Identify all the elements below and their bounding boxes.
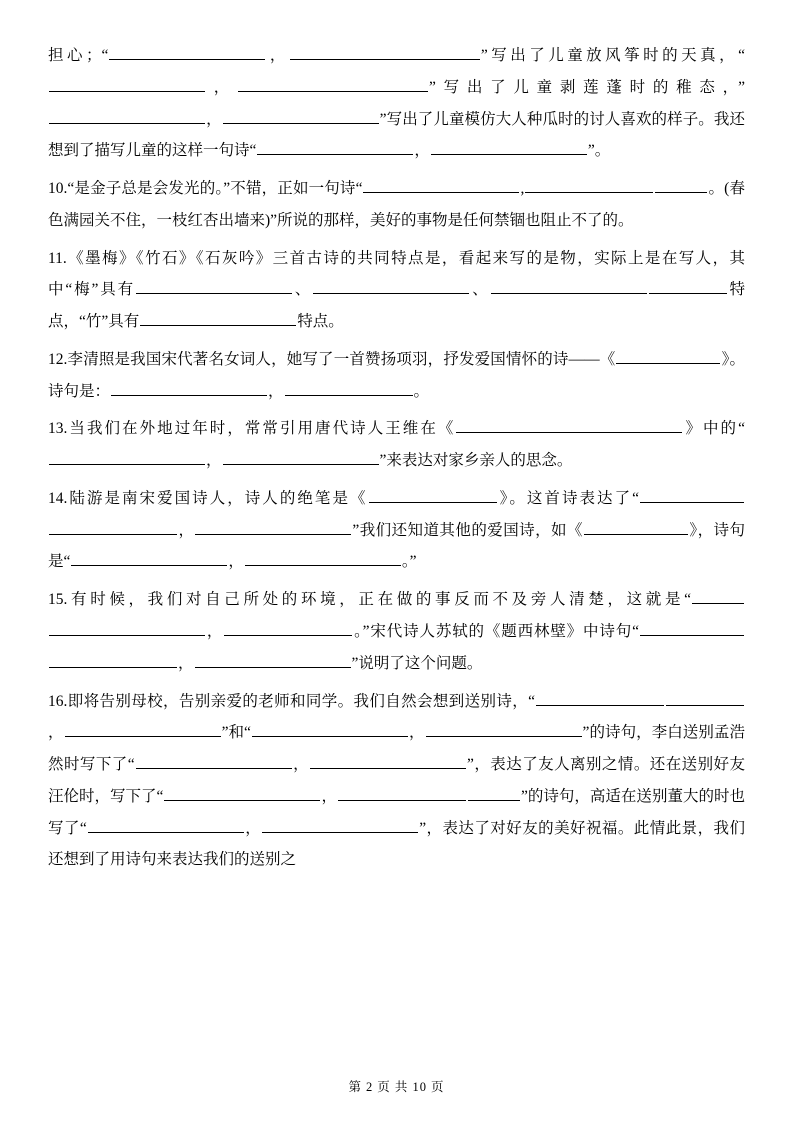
fill-in-blank[interactable] xyxy=(49,75,205,92)
text-run: ， xyxy=(178,521,195,539)
para-14 xyxy=(48,483,745,578)
fill-in-blank[interactable] xyxy=(257,138,413,155)
text-run: ”写出了儿童放风筝时的天真，“ xyxy=(480,47,745,64)
text-run: 、 xyxy=(470,281,490,299)
text-run: ”的诗句，高适在送别董大的时也写了“ xyxy=(48,787,745,837)
text-run: 14.陆游是南宋爱国诗人，诗人的绝笔是《 xyxy=(48,489,368,507)
fill-in-blank[interactable] xyxy=(111,378,267,395)
text-run: 。 xyxy=(413,382,430,400)
text-run: ”。 xyxy=(587,142,611,160)
fill-in-blank[interactable] xyxy=(49,619,205,636)
text-run: ”说明了这个问题。 xyxy=(351,654,483,672)
fill-in-blank[interactable] xyxy=(649,277,727,294)
text-run: ， xyxy=(408,724,425,742)
fill-in-blank[interactable] xyxy=(49,106,205,123)
text-run: ， xyxy=(321,787,337,805)
text-run: ， xyxy=(206,78,237,96)
text-run: 16.即将告别母校，告别亲爱的老师和同学。我们自然会想到送别诗，“ xyxy=(48,692,535,710)
fill-in-blank[interactable] xyxy=(195,517,351,534)
fill-in-blank[interactable] xyxy=(692,587,744,604)
text-run: ”，表达了对好友的美好祝福。此情此景，我们还想到了用诗句来表达我们的送别之 xyxy=(48,819,745,869)
fill-in-blank[interactable] xyxy=(140,309,296,326)
fill-in-blank[interactable] xyxy=(536,688,664,705)
fill-in-blank[interactable] xyxy=(426,720,582,737)
text-run: ， xyxy=(228,553,244,571)
fill-in-blank[interactable] xyxy=(290,43,480,60)
fill-in-blank[interactable] xyxy=(136,277,292,294)
text-run: 、 xyxy=(293,281,313,299)
fill-in-blank[interactable] xyxy=(584,517,688,534)
text-run: 》。这首诗表达了“ xyxy=(497,489,639,507)
fill-in-blank[interactable] xyxy=(525,176,653,193)
footer-current-page: 2 xyxy=(366,1080,374,1094)
fill-in-blank[interactable] xyxy=(252,720,408,737)
fill-in-blank[interactable] xyxy=(640,486,744,503)
fill-in-blank[interactable] xyxy=(491,277,647,294)
text-run: ”来表达对家乡亲人的思念。 xyxy=(379,452,573,470)
fill-in-blank[interactable] xyxy=(223,106,379,123)
para-10 xyxy=(48,173,745,237)
text-run: 特点，“竹”具有 xyxy=(48,281,745,331)
fill-in-blank[interactable] xyxy=(468,784,520,801)
footer-prefix: 第 xyxy=(348,1080,363,1094)
text-run: ”，表达了友人离别之情。还在送别好友汪伦时，写下了“ xyxy=(48,756,745,805)
text-run: ”写出了儿童模仿大人种瓜时的讨人喜欢的样子。我还想到了描写儿童的这样一句诗“ xyxy=(48,110,745,160)
fill-in-blank[interactable] xyxy=(285,378,413,395)
text-run: 15.有时候，我们对自己所处的环境，正在做的事反而不及旁人清楚，这就是“ xyxy=(48,591,691,609)
text-run: 10.“是金子总是会发光的。”不错，正如一句诗“ xyxy=(48,180,363,198)
text-run: 特点。 xyxy=(297,313,344,331)
fill-in-blank[interactable] xyxy=(224,619,352,636)
fill-in-blank[interactable] xyxy=(164,784,320,801)
fill-in-blank[interactable] xyxy=(363,176,519,193)
text-run: ”的诗句，李白送别孟浩然时写下了“ xyxy=(48,724,745,774)
text-run: ”写出了儿童剥莲蓬时的稚态，” xyxy=(429,78,745,96)
fill-in-blank[interactable] xyxy=(640,619,744,636)
fill-in-blank[interactable] xyxy=(195,651,351,668)
fill-in-blank[interactable] xyxy=(88,815,244,832)
para-kite xyxy=(48,40,745,167)
fill-in-blank[interactable] xyxy=(223,448,379,465)
fill-in-blank[interactable] xyxy=(49,517,177,534)
fill-in-blank[interactable] xyxy=(262,815,418,832)
text-run: , xyxy=(520,180,525,198)
text-run: 担心；“ xyxy=(48,47,109,64)
text-run: 。”宋代诗人苏轼的《题西林壁》中诗句“ xyxy=(353,623,639,641)
para-11 xyxy=(48,243,745,338)
text-run: ， xyxy=(266,47,289,64)
text-run: ， xyxy=(48,724,64,742)
para-12 xyxy=(48,344,745,408)
fill-in-blank[interactable] xyxy=(49,651,177,668)
text-run: 。(春色满园关不住，一枝红杏出墙来)”所说的那样，美好的事物是任何禁锢也阻止不了的。 xyxy=(48,180,746,229)
fill-in-blank[interactable] xyxy=(655,176,707,193)
text-run: 。” xyxy=(401,553,417,571)
fill-in-blank[interactable] xyxy=(666,688,744,705)
fill-in-blank[interactable] xyxy=(310,752,466,769)
text-run: ， xyxy=(244,819,262,837)
fill-in-blank[interactable] xyxy=(616,347,720,364)
para-15 xyxy=(48,584,745,679)
document-body xyxy=(48,40,745,876)
fill-in-blank[interactable] xyxy=(313,277,469,294)
fill-in-blank[interactable] xyxy=(71,549,227,566)
fill-in-blank[interactable] xyxy=(369,486,497,503)
text-run: 》中的“ xyxy=(683,420,745,438)
footer-suffix: 页 xyxy=(430,1080,445,1094)
fill-in-blank[interactable] xyxy=(136,752,292,769)
text-run: ， xyxy=(206,623,224,641)
fill-in-blank[interactable] xyxy=(65,720,221,737)
text-run: ， xyxy=(414,142,430,160)
text-run: 》，诗句是“ xyxy=(48,521,745,571)
footer-middle: 页 共 xyxy=(377,1080,409,1094)
fill-in-blank[interactable] xyxy=(49,448,205,465)
text-run: 13.当我们在外地过年时，常常引用唐代诗人王维在《 xyxy=(48,420,456,438)
page-footer xyxy=(0,1077,793,1095)
text-run: ， xyxy=(292,756,310,774)
text-run: ， xyxy=(178,654,194,672)
fill-in-blank[interactable] xyxy=(238,75,428,92)
para-16 xyxy=(48,686,745,877)
text-run: 12.李清照是我国宋代著名女词人，她写了一首赞扬项羽，抒发爱国情怀的诗——《 xyxy=(48,350,616,368)
fill-in-blank[interactable] xyxy=(338,784,466,801)
text-run: ， xyxy=(206,110,222,128)
fill-in-blank[interactable] xyxy=(109,43,265,60)
para-13 xyxy=(48,413,745,477)
fill-in-blank[interactable] xyxy=(431,138,587,155)
fill-in-blank[interactable] xyxy=(245,549,401,566)
text-run: ， xyxy=(206,452,222,470)
text-run: ， xyxy=(268,382,284,400)
text-run: 》。诗句是： xyxy=(48,350,745,400)
text-run: 11.《墨梅》《竹石》《石灰吟》三首古诗的共同特点是，看起来写的是物，实际上是在写人，其中“梅”具有 xyxy=(48,249,745,299)
text-run: ”我们还知道其他的爱国诗，如《 xyxy=(352,521,583,539)
fill-in-blank[interactable] xyxy=(456,416,682,433)
footer-total-pages: 10 xyxy=(412,1080,427,1094)
text-run: ”和“ xyxy=(221,724,251,742)
